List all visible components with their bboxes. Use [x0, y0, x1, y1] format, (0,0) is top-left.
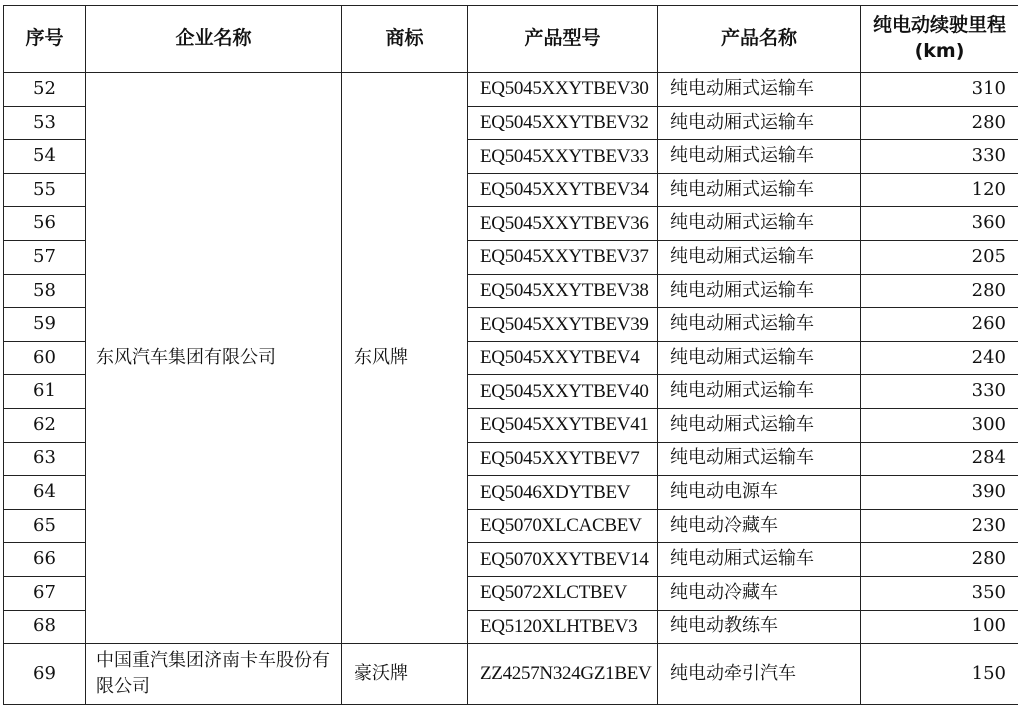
- product-name-cell: 纯电动厢式运输车: [658, 543, 861, 577]
- seq-cell: 66: [4, 543, 86, 577]
- range-cell: 280: [861, 106, 1018, 140]
- table-body: [4, 73, 1018, 705]
- header-name: 产品名称: [658, 6, 861, 73]
- model-cell: EQ5045XXYTBEV32: [468, 106, 658, 140]
- company-cell: 中国重汽集团济南卡车股份有限公司: [86, 644, 342, 705]
- seq-cell: 61: [4, 375, 86, 409]
- model-cell: EQ5045XXYTBEV34: [468, 173, 658, 207]
- range-cell: 150: [861, 644, 1018, 705]
- vehicle-catalog-table: [3, 5, 1018, 705]
- range-cell: 240: [861, 341, 1018, 375]
- range-cell: 300: [861, 408, 1018, 442]
- header-seq: 序号: [4, 6, 86, 73]
- seq-cell: 60: [4, 341, 86, 375]
- product-name-cell: 纯电动厢式运输车: [658, 442, 861, 476]
- range-cell: 330: [861, 140, 1018, 174]
- header-row: [4, 6, 1018, 73]
- range-cell: 260: [861, 308, 1018, 342]
- seq-cell: 54: [4, 140, 86, 174]
- product-name-cell: 纯电动厢式运输车: [658, 240, 861, 274]
- seq-cell: 62: [4, 408, 86, 442]
- model-cell: EQ5070XLCACBEV: [468, 509, 658, 543]
- range-cell: 330: [861, 375, 1018, 409]
- product-name-cell: 纯电动厢式运输车: [658, 341, 861, 375]
- seq-cell: 55: [4, 173, 86, 207]
- range-cell: 350: [861, 576, 1018, 610]
- table-row: [4, 73, 1018, 107]
- product-name-cell: 纯电动电源车: [658, 476, 861, 510]
- header-range: 纯电动续驶里程(km): [861, 6, 1018, 73]
- seq-cell: 56: [4, 207, 86, 241]
- model-cell: EQ5045XXYTBEV41: [468, 408, 658, 442]
- model-cell: EQ5070XXYTBEV14: [468, 543, 658, 577]
- product-name-cell: 纯电动冷藏车: [658, 576, 861, 610]
- product-name-cell: 纯电动冷藏车: [658, 509, 861, 543]
- seq-cell: 59: [4, 308, 86, 342]
- model-cell: EQ5045XXYTBEV37: [468, 240, 658, 274]
- model-cell: EQ5045XXYTBEV40: [468, 375, 658, 409]
- seq-cell: 63: [4, 442, 86, 476]
- seq-cell: 57: [4, 240, 86, 274]
- header-brand: 商标: [342, 6, 468, 73]
- model-cell: EQ5045XXYTBEV30: [468, 73, 658, 107]
- seq-cell: 53: [4, 106, 86, 140]
- model-cell: ZZ4257N324GZ1BEV: [468, 644, 658, 705]
- model-cell: EQ5045XXYTBEV36: [468, 207, 658, 241]
- range-cell: 280: [861, 274, 1018, 308]
- model-cell: EQ5045XXYTBEV4: [468, 341, 658, 375]
- model-cell: EQ5072XLCTBEV: [468, 576, 658, 610]
- seq-cell: 68: [4, 610, 86, 644]
- product-name-cell: 纯电动教练车: [658, 610, 861, 644]
- product-name-cell: 纯电动厢式运输车: [658, 207, 861, 241]
- product-name-cell: 纯电动牵引汽车: [658, 644, 861, 705]
- header-company: 企业名称: [86, 6, 342, 73]
- product-name-cell: 纯电动厢式运输车: [658, 274, 861, 308]
- brand-cell: 豪沃牌: [342, 644, 468, 705]
- product-name-cell: 纯电动厢式运输车: [658, 308, 861, 342]
- model-cell: EQ5046XDYTBEV: [468, 476, 658, 510]
- range-cell: 284: [861, 442, 1018, 476]
- model-cell: EQ5045XXYTBEV38: [468, 274, 658, 308]
- product-name-cell: 纯电动厢式运输车: [658, 375, 861, 409]
- brand-cell: 东风牌: [342, 73, 468, 644]
- model-cell: EQ5045XXYTBEV39: [468, 308, 658, 342]
- seq-cell: 64: [4, 476, 86, 510]
- product-name-cell: 纯电动厢式运输车: [658, 73, 861, 107]
- range-cell: 100: [861, 610, 1018, 644]
- header-model: 产品型号: [468, 6, 658, 73]
- model-cell: EQ5120XLHTBEV3: [468, 610, 658, 644]
- model-cell: EQ5045XXYTBEV33: [468, 140, 658, 174]
- range-cell: 310: [861, 73, 1018, 107]
- product-name-cell: 纯电动厢式运输车: [658, 106, 861, 140]
- product-name-cell: 纯电动厢式运输车: [658, 173, 861, 207]
- range-cell: 360: [861, 207, 1018, 241]
- seq-cell: 69: [4, 644, 86, 705]
- product-name-cell: 纯电动厢式运输车: [658, 408, 861, 442]
- range-cell: 230: [861, 509, 1018, 543]
- seq-cell: 52: [4, 73, 86, 107]
- seq-cell: 65: [4, 509, 86, 543]
- range-cell: 280: [861, 543, 1018, 577]
- seq-cell: 58: [4, 274, 86, 308]
- range-cell: 120: [861, 173, 1018, 207]
- seq-cell: 67: [4, 576, 86, 610]
- model-cell: EQ5045XXYTBEV7: [468, 442, 658, 476]
- company-cell: 东风汽车集团有限公司: [86, 73, 342, 644]
- range-cell: 390: [861, 476, 1018, 510]
- range-cell: 205: [861, 240, 1018, 274]
- product-name-cell: 纯电动厢式运输车: [658, 140, 861, 174]
- table-row: [4, 644, 1018, 705]
